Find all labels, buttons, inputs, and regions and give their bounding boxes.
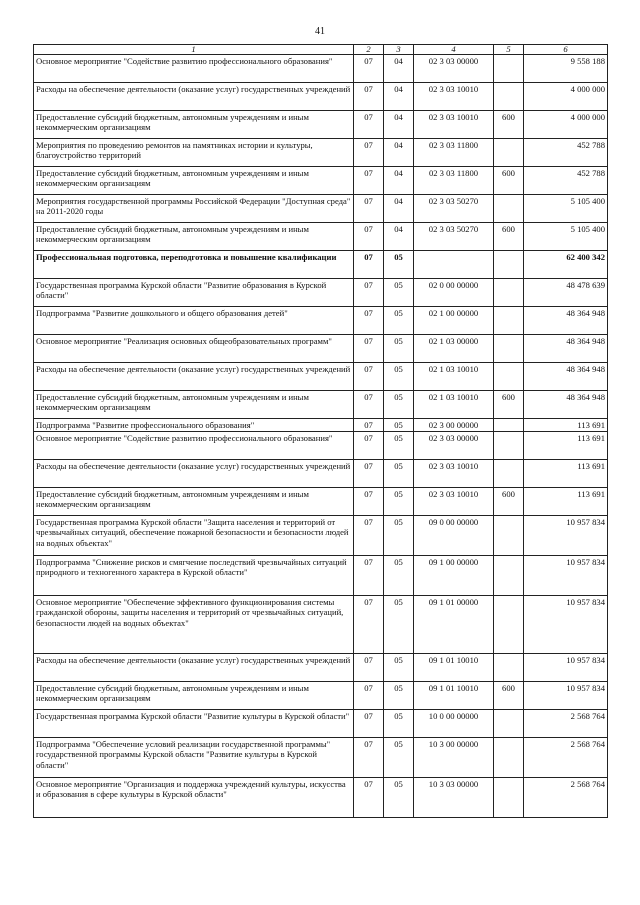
row-target-code-cell: 09 1 01 10010 bbox=[414, 682, 494, 710]
table-row bbox=[34, 419, 608, 432]
table-row bbox=[34, 55, 608, 83]
row-expense-type-cell bbox=[494, 738, 524, 778]
row-subsection-cell: 05 bbox=[384, 335, 414, 363]
row-subsection-cell: 05 bbox=[384, 654, 414, 682]
row-expense-type-cell: 600 bbox=[494, 223, 524, 251]
row-amount-cell: 113 691 bbox=[524, 488, 608, 516]
table-row bbox=[34, 738, 608, 778]
row-subsection-cell: 05 bbox=[384, 419, 414, 432]
row-section-cell: 07 bbox=[354, 363, 384, 391]
row-target-code-cell: 02 0 00 00000 bbox=[414, 279, 494, 307]
row-expense-type-cell bbox=[494, 432, 524, 460]
row-section-cell: 07 bbox=[354, 83, 384, 111]
row-target-code-cell: 10 0 00 00000 bbox=[414, 710, 494, 738]
row-target-code-cell: 09 0 00 00000 bbox=[414, 516, 494, 556]
row-name-cell: Расходы на обеспечение деятельности (оказание услуг) государственных учреждений bbox=[34, 363, 354, 391]
row-amount-cell: 48 364 948 bbox=[524, 335, 608, 363]
row-amount-cell: 48 478 639 bbox=[524, 279, 608, 307]
row-section-cell: 07 bbox=[354, 432, 384, 460]
header-col-3: 3 bbox=[384, 45, 414, 55]
row-section-cell: 07 bbox=[354, 251, 384, 279]
row-name-cell: Расходы на обеспечение деятельности (оказание услуг) государственных учреждений bbox=[34, 654, 354, 682]
table-row bbox=[34, 460, 608, 488]
row-name-cell: Государственная программа Курской области "Развитие культуры в Курской области" bbox=[34, 710, 354, 738]
table-row bbox=[34, 432, 608, 460]
row-amount-cell: 62 400 342 bbox=[524, 251, 608, 279]
row-expense-type-cell bbox=[494, 419, 524, 432]
row-target-code-cell: 02 1 00 00000 bbox=[414, 307, 494, 335]
row-name-cell: Предоставление субсидий бюджетным, автономным учреждениям и иным некоммерческим организациям bbox=[34, 488, 354, 516]
row-expense-type-cell bbox=[494, 778, 524, 818]
row-section-cell: 07 bbox=[354, 167, 384, 195]
row-section-cell: 07 bbox=[354, 279, 384, 307]
row-section-cell: 07 bbox=[354, 778, 384, 818]
row-name-cell: Расходы на обеспечение деятельности (оказание услуг) государственных учреждений bbox=[34, 83, 354, 111]
row-target-code-cell: 02 3 03 11800 bbox=[414, 139, 494, 167]
row-target-code-cell: 02 1 03 10010 bbox=[414, 363, 494, 391]
table-row bbox=[34, 596, 608, 654]
row-expense-type-cell bbox=[494, 195, 524, 223]
row-section-cell: 07 bbox=[354, 710, 384, 738]
row-section-cell: 07 bbox=[354, 111, 384, 139]
row-expense-type-cell: 600 bbox=[494, 111, 524, 139]
row-expense-type-cell: 600 bbox=[494, 167, 524, 195]
row-section-cell: 07 bbox=[354, 460, 384, 488]
row-target-code-cell: 02 3 03 10010 bbox=[414, 83, 494, 111]
row-subsection-cell: 05 bbox=[384, 516, 414, 556]
row-amount-cell: 4 000 000 bbox=[524, 83, 608, 111]
budget-table bbox=[33, 44, 608, 818]
table-row bbox=[34, 83, 608, 111]
row-target-code-cell: 10 3 00 00000 bbox=[414, 738, 494, 778]
row-amount-cell: 10 957 834 bbox=[524, 654, 608, 682]
row-amount-cell: 48 364 948 bbox=[524, 391, 608, 419]
table-row bbox=[34, 556, 608, 596]
header-col-2: 2 bbox=[354, 45, 384, 55]
row-amount-cell: 2 568 764 bbox=[524, 738, 608, 778]
table-body bbox=[34, 55, 608, 818]
row-target-code-cell: 02 1 03 10010 bbox=[414, 391, 494, 419]
row-amount-cell: 5 105 400 bbox=[524, 223, 608, 251]
row-expense-type-cell bbox=[494, 307, 524, 335]
row-expense-type-cell bbox=[494, 279, 524, 307]
row-amount-cell: 452 788 bbox=[524, 167, 608, 195]
row-subsection-cell: 05 bbox=[384, 710, 414, 738]
row-section-cell: 07 bbox=[354, 307, 384, 335]
row-subsection-cell: 05 bbox=[384, 391, 414, 419]
row-amount-cell: 10 957 834 bbox=[524, 596, 608, 654]
row-expense-type-cell bbox=[494, 556, 524, 596]
row-name-cell: Основное мероприятие "Содействие развитию профессионального образования" bbox=[34, 432, 354, 460]
row-target-code-cell: 02 3 03 00000 bbox=[414, 55, 494, 83]
row-target-code-cell: 10 3 03 00000 bbox=[414, 778, 494, 818]
row-name-cell: Предоставление субсидий бюджетным, автономным учреждениям и иным некоммерческим организациям bbox=[34, 682, 354, 710]
row-amount-cell: 113 691 bbox=[524, 432, 608, 460]
table-row bbox=[34, 682, 608, 710]
row-expense-type-cell bbox=[494, 363, 524, 391]
row-expense-type-cell bbox=[494, 596, 524, 654]
row-subsection-cell: 04 bbox=[384, 223, 414, 251]
row-target-code-cell bbox=[414, 251, 494, 279]
header-col-1: 1 bbox=[34, 45, 354, 55]
row-name-cell: Основное мероприятие "Обеспечение эффективного функционирования системы гражданской обороны, защиты населения и территорий от чрезвычайных ситуаций, безопасности людей на водных объектах" bbox=[34, 596, 354, 654]
row-subsection-cell: 04 bbox=[384, 167, 414, 195]
row-subsection-cell: 05 bbox=[384, 460, 414, 488]
row-name-cell: Расходы на обеспечение деятельности (оказание услуг) государственных учреждений bbox=[34, 460, 354, 488]
row-subsection-cell: 05 bbox=[384, 251, 414, 279]
row-subsection-cell: 04 bbox=[384, 139, 414, 167]
row-amount-cell: 5 105 400 bbox=[524, 195, 608, 223]
row-expense-type-cell: 600 bbox=[494, 391, 524, 419]
row-target-code-cell: 02 3 03 10010 bbox=[414, 111, 494, 139]
row-amount-cell: 48 364 948 bbox=[524, 307, 608, 335]
row-name-cell: Профессиональная подготовка, переподготовка и повышение квалификации bbox=[34, 251, 354, 279]
header-col-6: 6 bbox=[524, 45, 608, 55]
row-name-cell: Предоставление субсидий бюджетным, автономным учреждениям и иным некоммерческим организациям bbox=[34, 167, 354, 195]
table-row bbox=[34, 516, 608, 556]
row-section-cell: 07 bbox=[354, 419, 384, 432]
row-target-code-cell: 09 1 01 00000 bbox=[414, 596, 494, 654]
row-subsection-cell: 04 bbox=[384, 195, 414, 223]
row-subsection-cell: 05 bbox=[384, 778, 414, 818]
row-subsection-cell: 05 bbox=[384, 432, 414, 460]
header-col-5: 5 bbox=[494, 45, 524, 55]
row-subsection-cell: 05 bbox=[384, 363, 414, 391]
row-target-code-cell: 02 3 03 00000 bbox=[414, 432, 494, 460]
table-row bbox=[34, 335, 608, 363]
row-section-cell: 07 bbox=[354, 654, 384, 682]
row-name-cell: Основное мероприятие "Содействие развитию профессионального образования" bbox=[34, 55, 354, 83]
row-subsection-cell: 05 bbox=[384, 307, 414, 335]
row-section-cell: 07 bbox=[354, 556, 384, 596]
table-row bbox=[34, 778, 608, 818]
row-expense-type-cell bbox=[494, 335, 524, 363]
row-expense-type-cell bbox=[494, 83, 524, 111]
row-expense-type-cell bbox=[494, 460, 524, 488]
row-subsection-cell: 05 bbox=[384, 488, 414, 516]
row-target-code-cell: 09 1 01 10010 bbox=[414, 654, 494, 682]
row-target-code-cell: 02 3 03 11800 bbox=[414, 167, 494, 195]
row-expense-type-cell bbox=[494, 251, 524, 279]
row-name-cell: Государственная программа Курской области "Защита населения и территорий от чрезвычайных ситуаций, обеспечение пожарной безопасности и безопасности людей на водных объектах" bbox=[34, 516, 354, 556]
row-name-cell: Подпрограмма "Развитие дошкольного и общего образования детей" bbox=[34, 307, 354, 335]
row-subsection-cell: 05 bbox=[384, 738, 414, 778]
row-name-cell: Мероприятия по проведению ремонтов на памятниках истории и культуры, благоустройство территорий bbox=[34, 139, 354, 167]
row-name-cell: Подпрограмма "Развитие профессионального образования" bbox=[34, 419, 354, 432]
row-name-cell: Предоставление субсидий бюджетным, автономным учреждениям и иным некоммерческим организациям bbox=[34, 223, 354, 251]
row-amount-cell: 2 568 764 bbox=[524, 778, 608, 818]
row-name-cell: Мероприятия государственной программы Российской Федерации "Доступная среда" на 2011-2020 годы bbox=[34, 195, 354, 223]
row-target-code-cell: 02 3 00 00000 bbox=[414, 419, 494, 432]
table-row bbox=[34, 391, 608, 419]
row-amount-cell: 113 691 bbox=[524, 419, 608, 432]
row-target-code-cell: 02 3 03 10010 bbox=[414, 460, 494, 488]
row-subsection-cell: 04 bbox=[384, 83, 414, 111]
row-target-code-cell: 02 3 03 50270 bbox=[414, 223, 494, 251]
row-subsection-cell: 05 bbox=[384, 596, 414, 654]
row-name-cell: Государственная программа Курской области "Развитие образования в Курской области" bbox=[34, 279, 354, 307]
row-name-cell: Подпрограмма "Снижение рисков и смягчение последствий чрезвычайных ситуаций природного и техногенного характера в Курской области" bbox=[34, 556, 354, 596]
row-section-cell: 07 bbox=[354, 139, 384, 167]
row-section-cell: 07 bbox=[354, 55, 384, 83]
row-target-code-cell: 02 3 03 50270 bbox=[414, 195, 494, 223]
table-row bbox=[34, 363, 608, 391]
table-row bbox=[34, 139, 608, 167]
row-section-cell: 07 bbox=[354, 223, 384, 251]
row-expense-type-cell bbox=[494, 516, 524, 556]
table-row bbox=[34, 195, 608, 223]
row-expense-type-cell bbox=[494, 654, 524, 682]
row-expense-type-cell bbox=[494, 139, 524, 167]
table-row bbox=[34, 111, 608, 139]
row-amount-cell: 9 558 188 bbox=[524, 55, 608, 83]
row-target-code-cell: 02 3 03 10010 bbox=[414, 488, 494, 516]
row-amount-cell: 4 000 000 bbox=[524, 111, 608, 139]
row-section-cell: 07 bbox=[354, 682, 384, 710]
row-subsection-cell: 05 bbox=[384, 682, 414, 710]
row-expense-type-cell bbox=[494, 55, 524, 83]
table-row bbox=[34, 167, 608, 195]
row-expense-type-cell: 600 bbox=[494, 488, 524, 516]
row-subsection-cell: 04 bbox=[384, 111, 414, 139]
row-section-cell: 07 bbox=[354, 596, 384, 654]
table-row bbox=[34, 710, 608, 738]
row-amount-cell: 10 957 834 bbox=[524, 682, 608, 710]
row-amount-cell: 48 364 948 bbox=[524, 363, 608, 391]
table-row bbox=[34, 307, 608, 335]
row-expense-type-cell bbox=[494, 710, 524, 738]
table-row bbox=[34, 279, 608, 307]
row-amount-cell: 452 788 bbox=[524, 139, 608, 167]
row-name-cell: Предоставление субсидий бюджетным, автономным учреждениям и иным некоммерческим организациям bbox=[34, 111, 354, 139]
row-amount-cell: 113 691 bbox=[524, 460, 608, 488]
row-section-cell: 07 bbox=[354, 488, 384, 516]
row-amount-cell: 2 568 764 bbox=[524, 710, 608, 738]
row-section-cell: 07 bbox=[354, 516, 384, 556]
row-expense-type-cell: 600 bbox=[494, 682, 524, 710]
row-section-cell: 07 bbox=[354, 391, 384, 419]
row-subsection-cell: 05 bbox=[384, 556, 414, 596]
row-subsection-cell: 04 bbox=[384, 55, 414, 83]
row-amount-cell: 10 957 834 bbox=[524, 556, 608, 596]
row-name-cell: Основное мероприятие "Реализация основных общеобразовательных программ" bbox=[34, 335, 354, 363]
row-name-cell: Подпрограмма "Обеспечение условий реализации государственной программы" государственной программы Курской области "Развитие культуры в Курской области" bbox=[34, 738, 354, 778]
table-row bbox=[34, 488, 608, 516]
row-section-cell: 07 bbox=[354, 738, 384, 778]
row-subsection-cell: 05 bbox=[384, 279, 414, 307]
row-name-cell: Предоставление субсидий бюджетным, автономным учреждениям и иным некоммерческим организациям bbox=[34, 391, 354, 419]
row-name-cell: Основное мероприятие "Организация и поддержка учреждений культуры, искусства и образования в сфере культуры в Курской области" bbox=[34, 778, 354, 818]
table-row bbox=[34, 223, 608, 251]
row-section-cell: 07 bbox=[354, 335, 384, 363]
row-target-code-cell: 02 1 03 00000 bbox=[414, 335, 494, 363]
table-row bbox=[34, 251, 608, 279]
table-row bbox=[34, 654, 608, 682]
row-section-cell: 07 bbox=[354, 195, 384, 223]
row-amount-cell: 10 957 834 bbox=[524, 516, 608, 556]
table-header-row bbox=[34, 45, 608, 55]
header-col-4: 4 bbox=[414, 45, 494, 55]
page-number: 41 bbox=[315, 26, 325, 37]
row-target-code-cell: 09 1 00 00000 bbox=[414, 556, 494, 596]
